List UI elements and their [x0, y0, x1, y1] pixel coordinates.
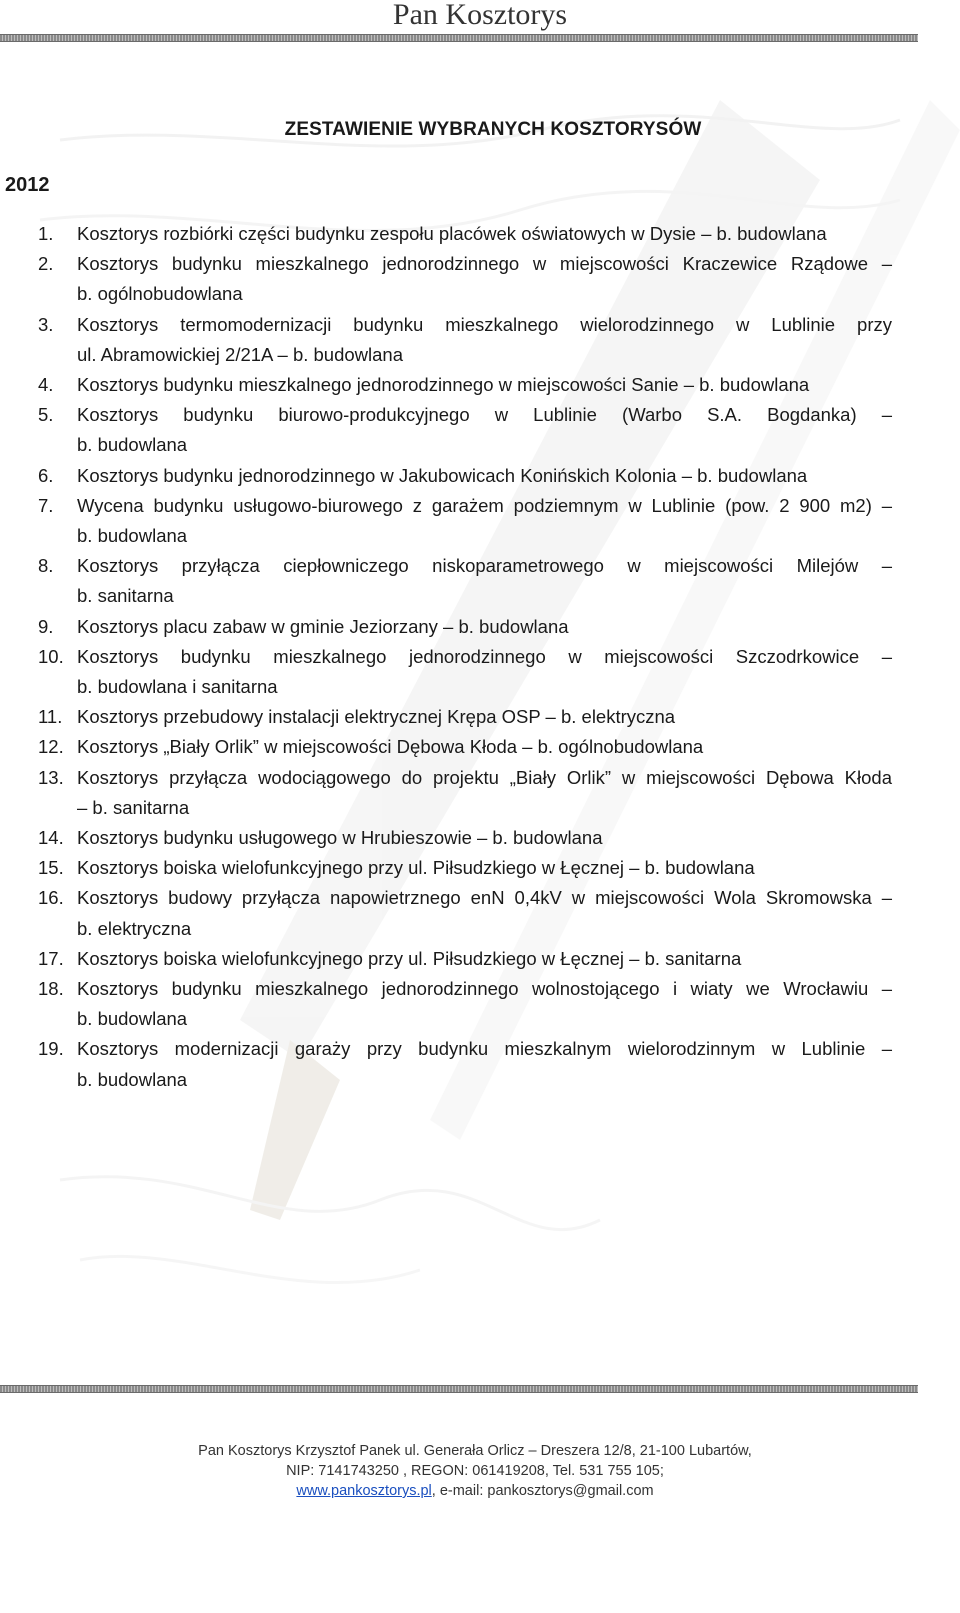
list-item-number: 17.: [38, 947, 64, 969]
list-item-line: Kosztorys placu zabaw w gminie Jeziorzany – b. budowlana: [77, 615, 569, 637]
list-item-line: Kosztorys rozbiórki części budynku zespołu placówek oświatowych w Dysie – b. budowlana: [77, 223, 827, 244]
list-item: [0, 249, 892, 309]
website-link[interactable]: www.pankosztorys.pl: [296, 1483, 432, 1499]
list-item-text: [77, 249, 892, 309]
footer-ids: NIP: 7141743250 , REGON: 061419208, Tel. 531 755 105;: [286, 1463, 664, 1479]
list-item-line: Kosztorys budowy przyłącza napowietrznego enN 0,4kV w miejscowości Wola Skromowska –: [77, 887, 892, 909]
list-item-line-continuation: b. ogólnobudowlana: [77, 283, 243, 305]
list-item: [0, 853, 892, 883]
list-item-number: 6.: [38, 464, 54, 486]
footer-divider: [0, 1385, 918, 1393]
list-item: [0, 400, 892, 460]
list-item-line: Kosztorys budynku mieszkalnego jednorodzinnego w miejscowości Szczodrkowice –: [77, 645, 892, 667]
list-item: [0, 612, 892, 642]
header-divider: [0, 34, 918, 42]
list-item-line: Wycena budynku usługowo-biurowego z garażem podziemnym w Lublinie (pow. 2 900 m2) –: [77, 494, 892, 516]
header-title: Pan Kosztorys: [392, 0, 568, 31]
list-item-line-continuation: b. elektryczna: [77, 917, 192, 939]
list-item-line: Kosztorys budynku usługowego w Hrubieszowie – b. budowlana: [77, 827, 603, 849]
list-item-number: 3.: [38, 313, 54, 335]
list-item: [0, 310, 892, 370]
list-item-line-continuation: b. budowlana i sanitarna: [77, 676, 278, 698]
list-item-line: Kosztorys przyłącza wodociągowego do projektu „Biały Orlik” w miejscowości Dębowa Kłoda: [77, 766, 892, 788]
list-item-number: 4.: [38, 374, 54, 396]
list-item-line: Kosztorys modernizacji garaży przy budynku mieszkalnym wielorodzinnym w Lublinie –: [77, 1038, 892, 1060]
list-item-text: [77, 944, 892, 974]
list-item-line-continuation: – b. sanitarna: [77, 796, 190, 818]
list-item-line: Kosztorys budynku mieszkalnego jednorodzinnego w miejscowości Kraczewice Rządowe –: [77, 253, 892, 275]
list-item: [0, 491, 892, 551]
document-title: ZESTAWIENIE WYBRANYCH KOSZTORYSÓW: [284, 119, 702, 140]
list-item-line: Kosztorys termomodernizacji budynku mieszkalnego wielorodzinnego w Lublinie przy: [77, 313, 892, 335]
list-item-number: 9.: [38, 615, 54, 637]
list-item-text: [77, 823, 892, 853]
list-item-line: Kosztorys budynku mieszkalnego jednorodzinnego w miejscowości Sanie – b. budowlana: [77, 374, 810, 396]
list-item-number: 10.: [38, 645, 64, 667]
list-item-number: 14.: [38, 827, 64, 849]
list-item-line-continuation: b. budowlana: [77, 1008, 188, 1030]
list-item-text: [77, 612, 892, 642]
list-item: [0, 883, 892, 943]
list-item: [0, 551, 892, 611]
list-item-text: [77, 461, 892, 491]
list-item: [0, 642, 892, 702]
list-item-number: 5.: [38, 404, 54, 426]
list-item-text: [77, 763, 892, 823]
list-item-text: [77, 702, 892, 732]
list-item: [0, 702, 892, 732]
list-item-text: [77, 219, 892, 249]
list-item-text: [77, 974, 892, 1034]
list-item-text: [77, 853, 892, 883]
footer-email: , e-mail: pankosztorys@gmail.com: [431, 1483, 654, 1499]
list-item-text: [77, 883, 892, 943]
list-item-number: 15.: [38, 857, 64, 879]
list-item-number: 13.: [38, 766, 64, 788]
list-item-line: Kosztorys budynku mieszkalnego jednorodzinnego wolnostojącego i wiaty we Wrocławiu –: [77, 978, 892, 1000]
list-item-text: [77, 551, 892, 611]
list-item-number: 1.: [38, 223, 54, 244]
year-heading: 2012: [5, 174, 50, 196]
list-item-number: 16.: [38, 887, 64, 909]
list-item-line: Kosztorys przebudowy instalacji elektrycznej Krępa OSP – b. elektryczna: [77, 706, 676, 728]
list-item-line-continuation: b. budowlana: [77, 525, 188, 547]
list-item: [0, 823, 892, 853]
list-item-line-continuation: ul. Abramowickiej 2/21A – b. budowlana: [77, 343, 404, 365]
list-item-line-continuation: b. sanitarna: [77, 585, 174, 607]
list-item: [0, 219, 892, 249]
list-item-number: 19.: [38, 1038, 64, 1060]
footer-address: Pan Kosztorys Krzysztof Panek ul. Generała Orlicz – Dreszera 12/8, 21-100 Lubartów,: [198, 1443, 752, 1459]
list-item-number: 2.: [38, 253, 54, 275]
list-item-line-continuation: b. budowlana: [77, 1068, 188, 1090]
list-item-number: 7.: [38, 494, 54, 516]
list-item: [0, 944, 892, 974]
list-item-text: [77, 1034, 892, 1094]
list-item-number: 11.: [38, 706, 63, 728]
list-item-line-continuation: b. budowlana: [77, 434, 188, 456]
list-item: [0, 732, 892, 762]
list-item-text: [77, 400, 892, 460]
list-item-line: Kosztorys budynku biurowo-produkcyjnego w Lublinie (Warbo S.A. Bogdanka) –: [77, 404, 892, 426]
list-item-number: 8.: [38, 555, 54, 577]
list-item: [0, 974, 892, 1034]
list-item: [0, 370, 892, 400]
list-item-line: Kosztorys przyłącza ciepłowniczego niskoparametrowego w miejscowości Milejów –: [77, 555, 892, 577]
list-item: [0, 461, 892, 491]
list-item-number: 12.: [38, 736, 64, 758]
list-item-line: Kosztorys boiska wielofunkcyjnego przy ul. Piłsudzkiego w Łęcznej – b. budowlana: [77, 857, 755, 879]
list-item: [0, 763, 892, 823]
footer-contact: [0, 1481, 950, 1501]
list-item-number: 18.: [38, 978, 64, 1000]
list-item-line: Kosztorys boiska wielofunkcyjnego przy ul. Piłsudzkiego w Łęcznej – b. sanitarna: [77, 947, 742, 969]
list-item-text: [77, 310, 892, 370]
footer: [0, 1441, 950, 1501]
list-item-line: Kosztorys „Biały Orlik” w miejscowości Dębowa Kłoda – b. ogólnobudowlana: [77, 736, 704, 758]
list-item-line: Kosztorys budynku jednorodzinnego w Jakubowicach Konińskich Kolonia – b. budowlana: [77, 464, 808, 486]
list-item-text: [77, 491, 892, 551]
estimate-list: [0, 219, 892, 1095]
list-item-text: [77, 642, 892, 702]
list-item-text: [77, 732, 892, 762]
list-item-text: [77, 370, 892, 400]
list-item: [0, 1034, 892, 1094]
